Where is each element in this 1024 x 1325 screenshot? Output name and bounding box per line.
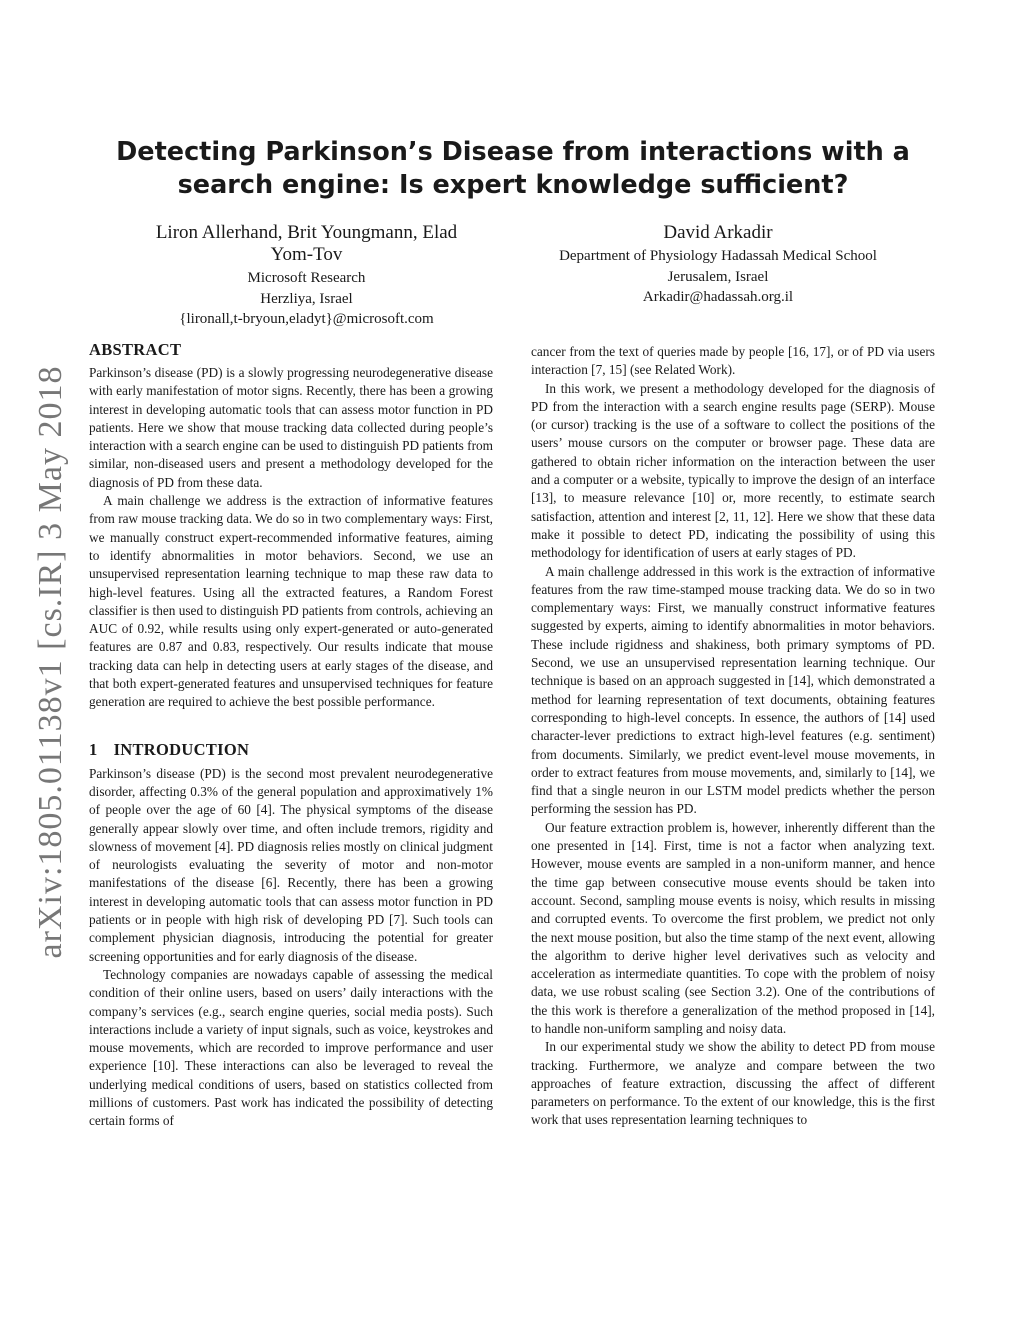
abstract-heading: ABSTRACT <box>89 340 182 359</box>
author-email: {lironall,t-bryoun,eladyt}@microsoft.com <box>179 311 434 327</box>
section-title: INTRODUCTION <box>113 739 250 759</box>
left-column <box>89 340 493 1131</box>
author-block-microsoft <box>140 222 473 330</box>
paper-title: Detecting Parkinson’s Disease from interactions with a search engine: Is expert knowledge sufficient? <box>116 137 910 200</box>
author-location: Herzliya, Israel <box>260 290 353 307</box>
introduction-heading <box>89 740 493 760</box>
author-email: Arkadir@hadassah.org.il <box>642 289 794 305</box>
author-location: Jerusalem, Israel <box>667 268 769 285</box>
body-paragraph: In this work, we present a methodology developed for the diagnosis of PD from the interaction with a search engine results page (SERP). Mouse (or cursor) tracking is the use of a software to collect the positions of the users’ mouse cursors on the computer or browser page. These data are gathered to obtain richer information on the interaction between the user and a computer or a website, typically to improve the design of an interface [13], to measure relevance [10] or, more recently, to estimate search satisfaction, attention and interest [2, 11, 12]. Here we show that these data make it possible to detect PD, indicating the possibility of using this methodology for identification of users at early stages of PD. <box>531 380 935 561</box>
author-names: Liron Allerhand, Brit Youngmann, Elad Yom-Tov <box>155 222 458 265</box>
right-column <box>531 343 935 1130</box>
abstract-paragraph: A main challenge we address is the extraction of informative features from raw mouse tracking data. We do so in two complementary ways: First, we manually construct expert-recommended informative features, aiming to identify abnormalities in motor behaviors. Second, we use an unsupervised representation learning technique to map these raw data to high-level features. Using all the extracted features, a Random Forest classifier is then used to distinguish PD patients from controls, achieving an AUC of 0.92, while results using only expert-generated or auto-generated features are 0.87 and 0.83, respectively. Our results indicate that mouse tracking data can help in detecting users at early stages of the disease, and that both expert-generated features and unsupervised techniques for feature generation are required to achieve the best possible performance. <box>89 493 494 710</box>
body-paragraph: Our feature extraction problem is, however, inherently different than the one presented in [14]. First, time is not a factor when analyzing text. However, mouse events are sampled in a non-uniform manner, and hence the time gap between consecutive mouse events should be taken into account. Second, sampling mouse events is noisy, which results in missing and corrupted events. To overcome the first problem, we predict not only the next mouse position, but also the time stamp of the next event, allowing the algorithm to derive higher level derivatives such as velocity and acceleration as intermediate quantities. To cope with the problem of noisy data, we use robust scaling (see Section 3.2). One of the contributions of the this work is therefore a generalization of the method proposed in [14], to handle non-uniform sampling and noisy data. <box>531 819 935 1036</box>
body-paragraph: In our experimental study we show the ability to detect PD from mouse tracking. Furthermore, we analyze and compare between the two approaches of feature extraction, discussing the affect of different parameters on performance. To the extent of our knowledge, this is the first work that uses representation learning techniques to <box>531 1039 935 1128</box>
author-names: David Arkadir <box>663 222 773 243</box>
body-paragraph: cancer from the text of queries made by people [16, 17], or of PD via users interaction [7, 15] (see Related Work). <box>531 344 935 378</box>
author-block-hadassah <box>520 222 916 308</box>
body-paragraph: Technology companies are nowadays capable of assessing the medical condition of their online users, based on users’ daily interactions with the company’s services (e.g., search engine queries, social media posts). Such interactions include a variety of input signals, such as voice, keystrokes and mouse movements, which are recorded to improve performance and user experience [10]. These interactions can also be leveraged to reveal the underlying medical conditions of users, based on statistics collected from millions of customers. Past work has indicated the possibility of detecting certain forms of <box>89 966 493 1129</box>
body-paragraph: A main challenge addressed in this work is the extraction of informative features from the raw time-stamped mouse tracking data. We do so in two complementary ways: First, we manually construct informative features suggested by experts, aiming to identify abnormalities in motor behaviors. These include rigidness and shakiness, both primary symptoms of PD. Second, we use an unsupervised representation learning technique. Our technique is based on an approach suggested in [14], which demonstrated a method for learning representation of text documents, obtaining features corresponding to high-level concepts. In essence, the authors of [14] used character-lever predictions to extract high-level features (e.g. sentiment) from documents. Similarly, we predict event-level mouse movements, in order to extract features from mouse movements, and, similarly to [14], we find that a single neuron in our LSTM model predicts whether the person performing the session has PD. <box>531 563 935 817</box>
abstract-paragraph: Parkinson’s disease (PD) is a slowly progressing neurodegenerative disease with early manifestation of motor signs. Recently, there has been a growing interest in developing automatic tools that can assess motor function in PD patients. Here we show that mouse tracking data collected during people’s interaction with a search engine can be used to distinguish PD patients from similar, non-diseased users and present a methodology developed for the diagnosis of PD from these data. <box>89 365 493 490</box>
arxiv-identifier-stamp: arXiv:1805.01138v1 [cs.IR] 3 May 2018 <box>32 365 69 959</box>
section-number: 1 <box>89 739 98 759</box>
body-paragraph: Parkinson’s disease (PD) is the second most prevalent neurodegenerative disorder, affecting 0.3% of the general population and approximatively 1% of people over the age of 60 [4]. The physical symptoms of the disease generally appear slowly over time, and often include tremors, rigidity and slowness of movement [4]. PD diagnosis relies mostly on clinical judgment of neurologists evaluating the severity of motor and non-motor manifestations of the disease [6]. Recently, there has been a growing interest in developing automatic tools that can assess motor function in PD patients or in people with high risk of developing PD [7]. Such tools can complement physician diagnosis, introducing the potential for greater screening opportunities and for early diagnosis of the disease. <box>89 765 493 964</box>
author-affiliation: Department of Physiology Hadassah Medical School <box>559 248 877 264</box>
author-affiliation: Microsoft Research <box>247 270 366 286</box>
